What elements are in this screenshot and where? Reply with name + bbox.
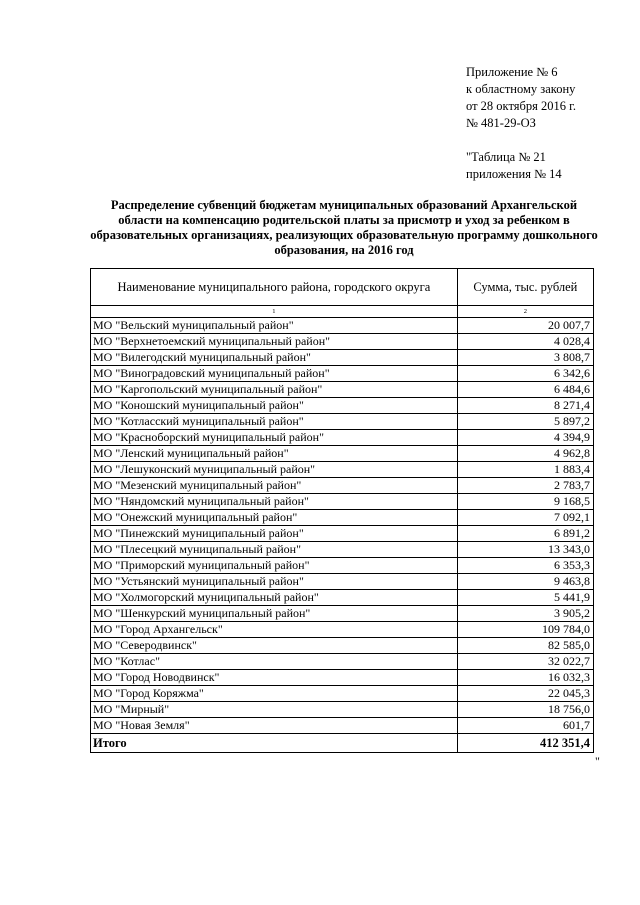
header-sum: Сумма, тыс. рублей [457,269,593,306]
subvention-sum: 5 897,2 [457,414,593,430]
subvention-sum: 18 756,0 [457,702,593,718]
municipality-name: МО "Город Новодвинск" [91,670,458,686]
table-row [91,526,594,542]
subvention-sum: 9 463,8 [457,574,593,590]
subvention-sum: 13 343,0 [457,542,593,558]
municipality-name: МО "Мезенский муниципальный район" [91,478,458,494]
table-row [91,686,594,702]
table-row [91,718,594,734]
closing-quote: " [595,754,600,768]
subvention-sum: 6 342,6 [457,366,593,382]
municipality-name: МО "Онежский муниципальный район" [91,510,458,526]
subvention-sum: 5 441,9 [457,590,593,606]
table-row [91,398,594,414]
subvention-sum: 601,7 [457,718,593,734]
subvention-sum: 20 007,7 [457,318,593,334]
municipality-name: МО "Холмогорский муниципальный район" [91,590,458,606]
table-row [91,654,594,670]
total-sum: 412 351,4 [457,734,593,753]
annex-line-1: Приложение № 6 [466,65,558,79]
table-row [91,462,594,478]
table-row [91,478,594,494]
municipality-name: МО "Вилегодский муниципальный район" [91,350,458,366]
subvention-sum: 6 891,2 [457,526,593,542]
municipality-name: МО "Котласский муниципальный район" [91,414,458,430]
header-municipality: Наименование муниципального района, городского округа [91,269,458,306]
subvention-sum: 109 784,0 [457,622,593,638]
annex-line-4: № 481-29-ОЗ [466,116,536,130]
municipality-name: МО "Приморский муниципальный район" [91,558,458,574]
municipality-name: МО "Коношский муниципальный район" [91,398,458,414]
municipality-name: МО "Устьянский муниципальный район" [91,574,458,590]
municipality-name: МО "Виноградовский муниципальный район" [91,366,458,382]
subvention-sum: 3 808,7 [457,350,593,366]
municipality-name: МО "Плесецкий муниципальный район" [91,542,458,558]
subvention-sum: 4 394,9 [457,430,593,446]
municipality-name: МО "Верхнетоемский муниципальный район" [91,334,458,350]
municipality-name: МО "Красноборский муниципальный район" [91,430,458,446]
annex-reference [466,64,576,132]
table-reference [466,149,562,183]
table-row [91,638,594,654]
subvention-sum: 16 032,3 [457,670,593,686]
municipality-name: МО "Няндомский муниципальный район" [91,494,458,510]
municipality-name: МО "Вельский муниципальный район" [91,318,458,334]
subvention-sum: 3 905,2 [457,606,593,622]
subvention-sum: 7 092,1 [457,510,593,526]
total-row [91,734,594,753]
subvention-sum: 8 271,4 [457,398,593,414]
municipality-name: МО "Шенкурский муниципальный район" [91,606,458,622]
municipality-name: МО "Ленский муниципальный район" [91,446,458,462]
table-row [91,350,594,366]
municipality-name: МО "Каргопольский муниципальный район" [91,382,458,398]
municipality-name: МО "Новая Земля" [91,718,458,734]
table-row [91,510,594,526]
table-row [91,494,594,510]
subvention-table [90,268,594,753]
table-row [91,430,594,446]
table-row [91,334,594,350]
subvention-sum: 6 484,6 [457,382,593,398]
subvention-sum: 4 962,8 [457,446,593,462]
column-number-row [91,306,594,318]
annex-line-3: от 28 октября 2016 г. [466,99,576,113]
table-row [91,318,594,334]
column-number-1: 1 [91,306,458,318]
total-label: Итого [91,734,458,753]
table-row [91,558,594,574]
table-row [91,702,594,718]
subvention-sum: 6 353,3 [457,558,593,574]
subvention-sum: 4 028,4 [457,334,593,350]
table-row [91,670,594,686]
table-row [91,574,594,590]
municipality-name: МО "Город Архангельск" [91,622,458,638]
annex-line-2: к областному закону [466,82,576,96]
municipality-name: МО "Котлас" [91,654,458,670]
municipality-name: МО "Лешуконский муниципальный район" [91,462,458,478]
table-row [91,542,594,558]
subvention-sum: 22 045,3 [457,686,593,702]
table-row [91,590,594,606]
table-ref-line-2: приложения № 14 [466,167,562,181]
municipality-name: МО "Мирный" [91,702,458,718]
column-number-2: 2 [457,306,593,318]
table-row [91,382,594,398]
subvention-sum: 1 883,4 [457,462,593,478]
table-ref-line-1: "Таблица № 21 [466,150,546,164]
table-row [91,446,594,462]
subvention-sum: 32 022,7 [457,654,593,670]
municipality-name: МО "Город Коряжма" [91,686,458,702]
municipality-name: МО "Северодвинск" [91,638,458,654]
table-row [91,622,594,638]
table-row [91,606,594,622]
subvention-sum: 82 585,0 [457,638,593,654]
subvention-sum: 2 783,7 [457,478,593,494]
table-row [91,414,594,430]
subvention-sum: 9 168,5 [457,494,593,510]
table-row [91,366,594,382]
municipality-name: МО "Пинежский муниципальный район" [91,526,458,542]
document-title: Распределение субвенций бюджетам муниципальных образований Архангельской области на компенсацию родительской платы за присмотр и уход за ребенком в образовательных организациях, реализующих образовательную программу дошкольного образования, на 2016 год [90,198,598,257]
